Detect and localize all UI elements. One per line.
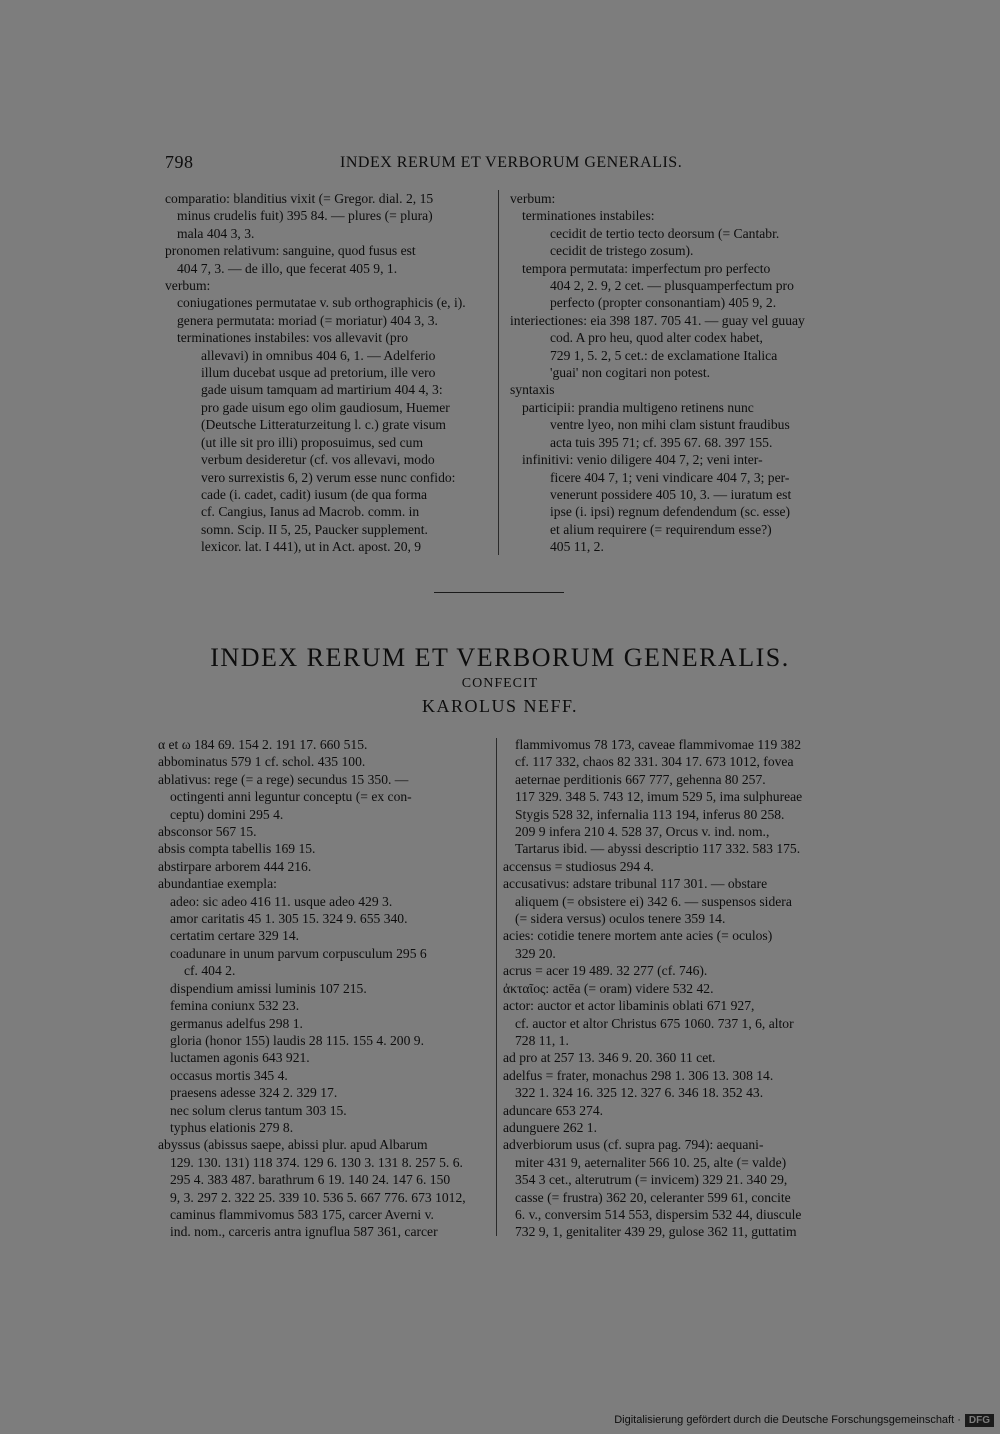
line: vero surrexistis 6, 2) verum esse nunc confido: — [201, 469, 456, 485]
line: germanus adelfus 298 1. — [170, 1015, 303, 1031]
line: verbum desideretur (cf. vos allevavi, modo — [201, 452, 435, 468]
line: genera permutata: moriad (= moriatur) 404 3, 3. — [177, 312, 438, 328]
line: cecidit de tertio tecto deorsum (= Cantabr. — [550, 225, 780, 241]
line: ad pro at 257 13. 346 9. 20. 360 11 cet. — [503, 1050, 716, 1066]
line: cf. 404 2. — [184, 963, 236, 979]
top-left-column — [165, 190, 490, 556]
line: flammivomus 78 173, caveae flammivomae 119 382 — [515, 737, 802, 752]
line: 322 1. 324 16. 325 12. 327 6. 346 18. 352 43. — [515, 1085, 764, 1101]
line: et alium requirere (= requirendum esse?) — [550, 521, 772, 537]
line: comparatio: blanditius vixit (= Gregor. dial. 2, 15 — [165, 191, 434, 206]
line: luctamen agonis 643 921. — [170, 1050, 310, 1066]
section-title: INDEX RERUM ET VERBORUM GENERALIS. — [210, 643, 790, 672]
line: terminationes instabiles: vos allevavit (pro — [177, 330, 409, 346]
line: α et ω 184 69. 154 2. 191 17. 660 515. — [158, 737, 368, 752]
line: aliquem (= obsistere ei) 342 6. — suspensos sidera — [515, 893, 792, 909]
line: somn. Scip. II 5, 25, Paucker supplement. — [201, 521, 428, 537]
line: nec solum clerus tantum 303 15. — [170, 1102, 347, 1118]
line: 404 2, 2. 9, 2 cet. — plusquamperfectum pro — [550, 278, 794, 294]
digitization-footer — [614, 1412, 994, 1428]
line: aduncare 653 274. — [503, 1102, 604, 1118]
line: illum ducebat usque ad pretorium, ille vero — [201, 365, 436, 381]
section-author: KAROLUS NEFF. — [421, 696, 579, 716]
line: Tartarus ibid. — abyssi descriptio 117 332. 583 175. — [515, 841, 801, 857]
line: lexicor. lat. I 441), ut in Act. apost. 20, 9 — [201, 539, 422, 555]
line: perfecto (propter consonantiam) 405 9, 2. — [550, 295, 777, 311]
line: acta tuis 395 71; cf. 395 67. 68. 397 155. — [550, 434, 773, 450]
line: femina coniunx 532 23. — [170, 998, 300, 1014]
line: praesens adesse 324 2. 329 17. — [170, 1085, 338, 1101]
line: acies: cotidie tenere mortem ante acies (= oculos) — [503, 928, 773, 944]
line: 117 329. 348 5. 743 12, imum 529 5, ima sulphureae — [515, 789, 803, 805]
line: actor: auctor et actor libaminis oblati 671 927, — [503, 998, 755, 1014]
line: occasus mortis 345 4. — [170, 1067, 288, 1083]
line: pronomen relativum: sanguine, quod fusus est — [165, 243, 416, 259]
line: (Deutsche Litteraturzeitung l. c.) grate visum — [201, 417, 446, 433]
line: aeternae perditionis 667 777, gehenna 80 257. — [515, 771, 766, 787]
line: participii: prandia multigeno retinens nunc — [522, 399, 754, 415]
line: adelfus = frater, monachus 298 1. 306 13. 308 14. — [503, 1067, 774, 1083]
section-divider — [434, 592, 564, 593]
line: 6. v., conversim 514 553, dispersim 532 44, diuscule — [515, 1206, 802, 1222]
line: certatim certare 329 14. — [170, 928, 300, 944]
line: 354 3 cet., alterutrum (= invicem) 329 21. 340 29, — [515, 1172, 788, 1188]
line: ceptu) domini 295 4. — [170, 806, 284, 822]
line: infinitivi: venio diligere 404 7, 2; veni inter- — [522, 452, 763, 468]
line: 728 11, 1. — [515, 1032, 569, 1048]
footer-text: Digitalisierung gefördert durch die Deutsche Forschungsgemeinschaft · — [614, 1414, 961, 1426]
dfg-logo-icon: DFG — [965, 1414, 994, 1427]
line: ficere 404 7, 1; veni vindicare 404 7, 3; per- — [550, 469, 790, 485]
line: pro gade uisum ego olim gaudiosum, Huemer — [201, 399, 450, 415]
line: acrus = acer 19 489. 32 277 (cf. 746). — [503, 963, 708, 979]
line: octingenti anni leguntur conceptu (= ex con- — [170, 789, 412, 805]
line: mala 404 3, 3. — [177, 225, 255, 241]
line: cf. auctor et altor Christus 675 1060. 737 1, 6, altor — [515, 1015, 794, 1031]
line: 405 11, 2. — [550, 539, 604, 555]
running-title: INDEX RERUM ET VERBORUM GENERALIS. — [340, 154, 683, 171]
line: cod. A pro heu, quod alter codex habet, — [550, 330, 763, 346]
line: gade uisum tamquam ad martirium 404 4, 3: — [201, 382, 443, 398]
running-header — [165, 152, 835, 176]
line: 9, 3. 297 2. 322 25. 339 10. 536 5. 667 776. 673 1012, — [170, 1189, 466, 1205]
top-right-column — [510, 190, 836, 556]
line: ablativus: rege (= a rege) secundus 15 350. — — [158, 771, 409, 787]
line: 729 1, 5. 2, 5 cet.: de exclamatione Italica — [550, 347, 778, 363]
line: cf. 117 332, chaos 82 331. 304 17. 673 1012, fovea — [515, 754, 794, 770]
line: (= sidera versus) oculos tenere 359 14. — [515, 911, 726, 927]
line: (ut ille sit pro illi) proposuimus, sed cum — [201, 434, 424, 450]
line: ipse (i. ipsi) regnum defendendum (sc. esse) — [550, 504, 791, 520]
line: cecidit de tristego zosum). — [550, 243, 694, 259]
bottom-right-column — [503, 736, 835, 1241]
bottom-left-column — [158, 736, 490, 1241]
line: coniugationes permutatae v. sub orthographicis (e, i). — [177, 295, 466, 311]
line: caminus flammivomus 583 175, carcer Averni v. — [170, 1206, 434, 1222]
line: tempora permutata: imperfectum pro perfecto — [522, 260, 771, 276]
line: abbominatus 579 1 cf. schol. 435 100. — [158, 754, 366, 770]
line: gloria (honor 155) laudis 28 115. 155 4. 200 9. — [170, 1032, 424, 1048]
line: interiectiones: eia 398 187. 705 41. — guay vel guuay — [510, 312, 805, 328]
line: amor caritatis 45 1. 305 15. 324 9. 655 340. — [170, 911, 408, 927]
page-number: 798 — [165, 152, 194, 172]
line: Stygis 528 32, infernalia 113 194, inferus 80 258. — [515, 806, 785, 822]
line: 404 7, 3. — de illo, que fecerat 405 9, 1. — [177, 260, 398, 276]
line: verbum: — [165, 278, 211, 294]
line: casse (= frustra) 362 20, celeranter 599 61, concite — [515, 1189, 791, 1205]
line: coadunare in unum parvum corpusculum 295 6 — [170, 945, 427, 961]
line: terminationes instabiles: — [522, 208, 655, 224]
line: syntaxis — [510, 382, 555, 398]
line: 209 9 infera 210 4. 528 37, Orcus v. ind. nom., — [515, 824, 770, 840]
line: miter 431 9, aeternaliter 566 10. 25, alte (= valde) — [515, 1154, 787, 1170]
line: cf. Cangius, Ianus ad Macrob. comm. in — [201, 504, 420, 520]
line: absis compta tabellis 169 15. — [158, 841, 316, 857]
line: absconsor 567 15. — [158, 824, 257, 840]
line: 329 20. — [515, 945, 556, 961]
line: typhus elationis 279 8. — [170, 1119, 294, 1135]
line: abstirpare arborem 444 216. — [158, 858, 312, 874]
line: abyssus (abissus saepe, abissi plur. apud Albarum — [158, 1137, 428, 1153]
column-rule-top — [498, 190, 499, 555]
line: dispendium amissi luminis 107 215. — [170, 980, 367, 996]
line: ἀκταῖος: actēa (= oram) videre 532 42. — [503, 980, 714, 996]
line: 129. 130. 131) 118 374. 129 6. 130 3. 131 8. 257 5. 6. — [170, 1154, 463, 1170]
line: cade (i. cadet, cadit) iusum (de qua forma — [201, 486, 428, 502]
line: venerunt possidere 405 10, 3. — iuratum est — [550, 486, 792, 502]
line: abundantiae exempla: — [158, 876, 277, 892]
line: adunguere 262 1. — [503, 1119, 597, 1135]
section-confecit: CONFECIT — [461, 676, 539, 691]
line: ind. nom., carceris antra ignuflua 587 361, carcer — [170, 1224, 438, 1240]
column-rule-bottom — [496, 738, 497, 1236]
line: ventre lyeo, non mihi clam sistunt fraudibus — [550, 417, 790, 433]
line: adverbiorum usus (cf. supra pag. 794): aequani- — [503, 1137, 764, 1153]
line: 'guai' non cogitari non potest. — [550, 365, 711, 381]
line: allevavi) in omnibus 404 6, 1. — Adelferio — [201, 347, 436, 363]
line: accusativus: adstare tribunal 117 301. — obstare — [503, 876, 768, 892]
line: minus crudelis fuit) 395 84. — plures (= plura) — [177, 208, 433, 224]
line: accensus = studiosus 294 4. — [503, 858, 654, 874]
line: verbum: — [510, 191, 556, 206]
line: adeo: sic adeo 416 11. usque adeo 429 3. — [170, 893, 393, 909]
line: 732 9, 1, genitaliter 439 29, gulose 362 11, guttatim — [515, 1224, 797, 1240]
line: 295 4. 383 487. barathrum 6 19. 140 24. 147 6. 150 — [170, 1172, 451, 1188]
